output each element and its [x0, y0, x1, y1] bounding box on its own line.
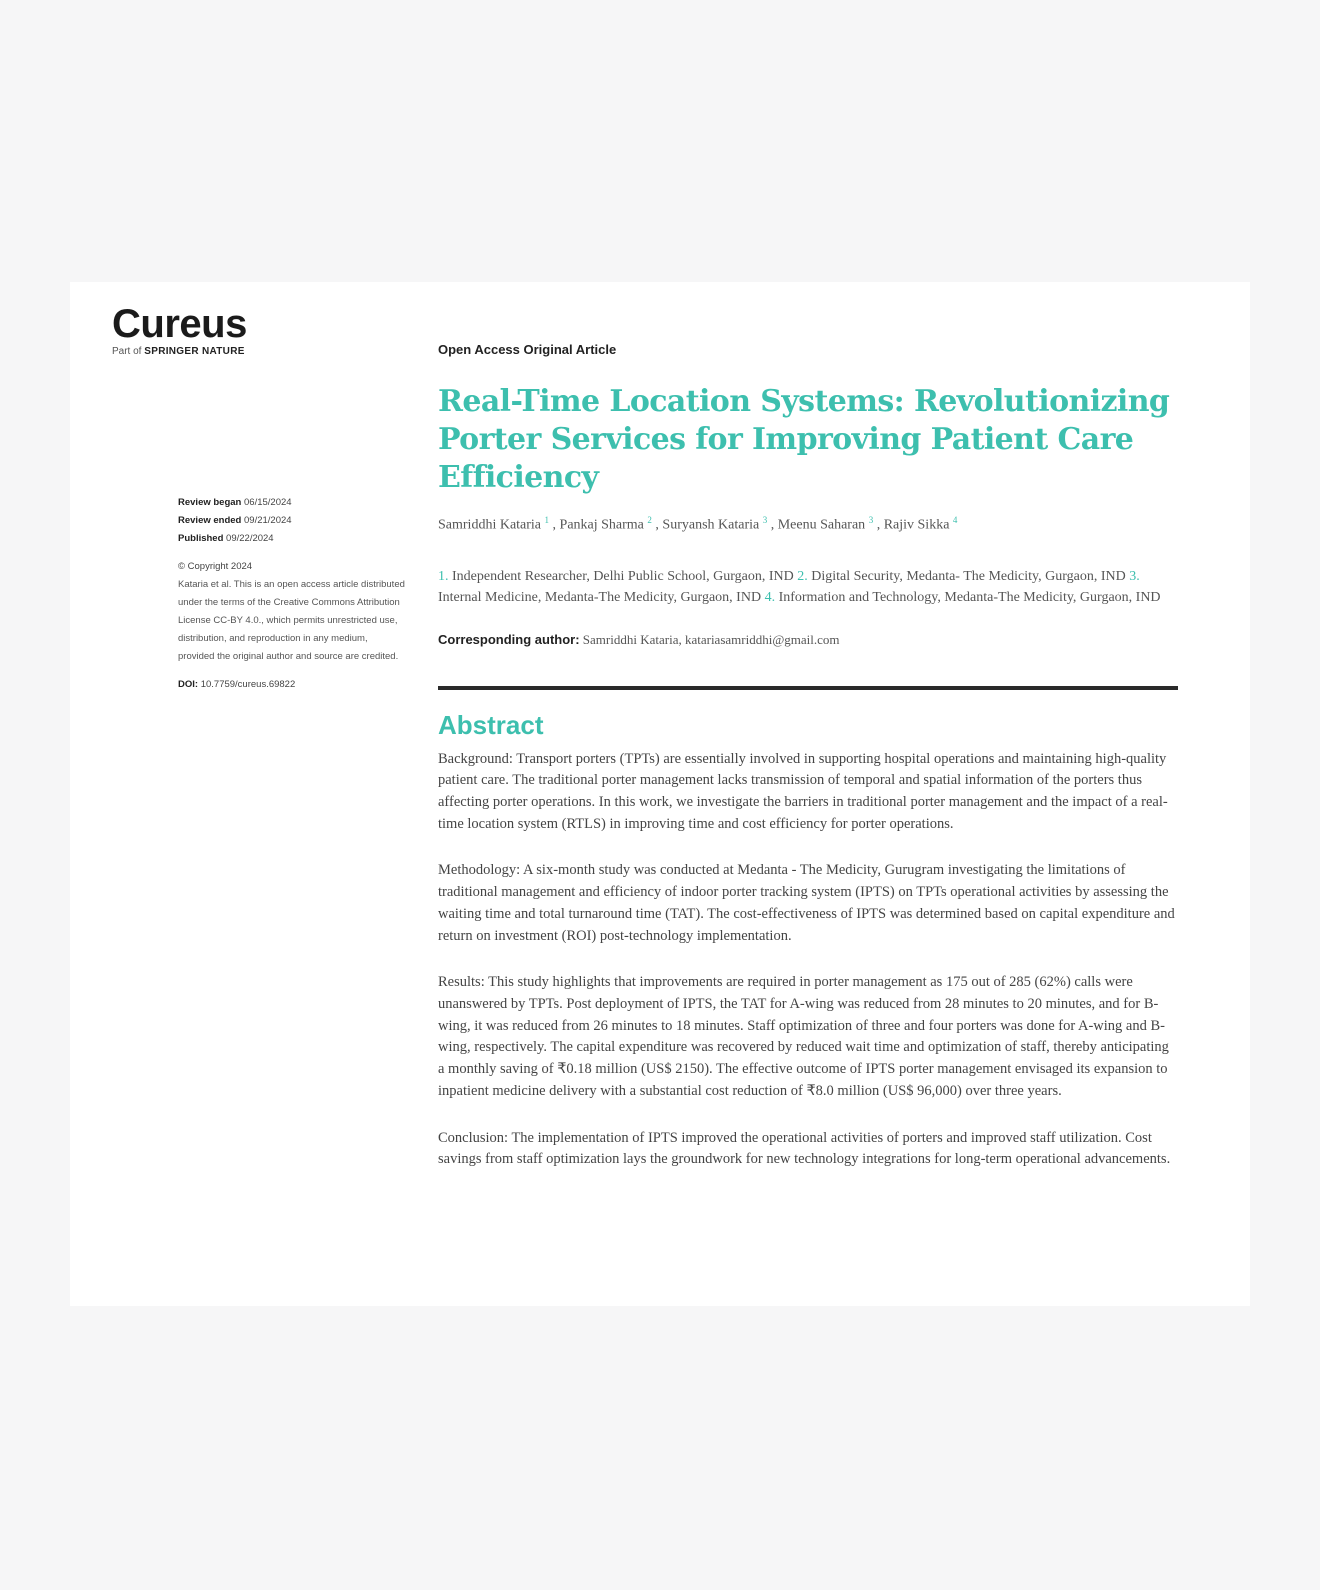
author-name[interactable]: Suryansh Kataria	[662, 517, 760, 533]
article-type: Open Access Original Article	[438, 342, 617, 357]
journal-name: Cureus	[112, 302, 247, 346]
part-of-text: Part of	[112, 346, 142, 357]
affiliations	[438, 566, 1178, 608]
author-name[interactable]: Rajiv Sikka	[883, 517, 950, 533]
author-affiliation-number: 3	[762, 515, 768, 525]
author-affiliation-number: 4	[952, 515, 958, 525]
article-page	[70, 282, 1250, 1306]
affiliation-number: 3.	[1129, 568, 1140, 584]
author-name[interactable]: Meenu Saharan	[777, 517, 866, 533]
affiliation-text: Internal Medicine, Medanta-The Medicity, Gurgaon, IND	[438, 589, 762, 605]
abstract-heading: Abstract	[438, 709, 544, 740]
review-ended-label: Review ended	[178, 515, 242, 526]
author-name[interactable]: Samriddhi Kataria	[438, 517, 542, 533]
corresponding-author	[438, 632, 1178, 648]
corresponding-author-contact[interactable]: Samriddhi Kataria, katariasamriddhi@gmail.com	[582, 631, 840, 647]
article-metadata-sidebar	[178, 494, 406, 694]
review-ended-date: 09/21/2024	[244, 515, 292, 526]
affiliation-number: 4.	[764, 589, 776, 605]
author-affiliation-number: 1	[544, 515, 550, 525]
review-ended-row	[178, 512, 406, 530]
published-date: 09/22/2024	[226, 533, 274, 544]
affiliation-text: Independent Researcher, Delhi Public School, Gurgaon, IND	[452, 568, 794, 584]
author-list: Samriddhi Kataria $^1$ , Pankaj Sharma $^2$ , Suryansh Kataria $^3$ , Meenu Saharan $^3$ , Rajiv Sikka $^4$	[438, 515, 958, 533]
license-text: Kataria et al. This is an open access article distributed under the terms of the Creative Commons Attribution License CC-BY 4.0., which permits unrestricted use, distribution, and reproduction in any medium, provided the original author and source are credited.	[178, 579, 405, 662]
abstract-background: Background: Transport porters (TPTs) are essentially involved in supporting hospital operations and maintaining high-quality patient care. The traditional porter management lacks transmission of temporal and spatial information of the porters thus affecting porter operations. In this work, we investigate the barriers in traditional porter management and the impact of a real-time location system (RTLS) in improving time and cost efficiency for porter operations.	[438, 750, 1168, 832]
journal-logo[interactable]	[112, 302, 247, 358]
published-label: Published	[178, 533, 224, 544]
review-began-row	[178, 494, 406, 512]
abstract-conclusion: Conclusion: The implementation of IPTS improved the operational activities of porters and improved staff utilization. Cost savings from staff optimization lays the groundwork for new technology integrations for long-term operational advancements.	[438, 1129, 1171, 1168]
published-row	[178, 530, 406, 548]
doi-label: DOI:	[178, 679, 199, 690]
affiliation-text: Digital Security, Medanta- The Medicity, Gurgaon, IND	[811, 568, 1126, 584]
author-affiliation-number: 2	[647, 515, 652, 525]
publisher-name: SPRINGER NATURE	[144, 346, 245, 357]
author-name[interactable]: Pankaj Sharma	[559, 517, 644, 533]
abstract-methodology: Methodology: A six-month study was conducted at Medanta - The Medicity, Gurugram investigating the limitations of traditional management and efficiency of indoor porter tracking system (IPTS) on TPTs operational activities by assessing the waiting time and total turnaround time (TAT). The cost-effectiveness of IPTS was determined based on capital expenditure and return on investment (ROI) post-technology implementation.	[438, 862, 1175, 944]
review-began-label: Review began	[178, 497, 242, 508]
article-main	[438, 342, 1178, 1196]
copyright-notice: © Copyright 2024	[178, 561, 253, 572]
publisher-line	[112, 346, 247, 358]
article-title: Real-Time Location Systems: Revolutionizing Porter Services for Improving Patient Care Efficiency	[438, 384, 1170, 495]
corresponding-author-label: Corresponding author:	[438, 631, 580, 647]
affiliation-number: 2.	[797, 568, 808, 584]
doi-row	[178, 676, 406, 694]
affiliation-number: 1.	[438, 568, 449, 584]
section-divider	[438, 686, 1178, 690]
doi-link[interactable]: 10.7759/cureus.69822	[200, 679, 296, 690]
author-affiliation-number: 3	[868, 515, 874, 525]
affiliation-text: Information and Technology, Medanta-The Medicity, Gurgaon, IND	[778, 589, 1161, 605]
review-began-date: 06/15/2024	[244, 497, 292, 508]
abstract-results: Results: This study highlights that improvements are required in porter management as 175 out of 285 (62%) calls were unanswered by TPTs. Post deployment of IPTS, the TAT for A-wing was reduced from 28 minutes to 20 minutes, and for B-wing, it was reduced from 26 minutes to 18 minutes. Staff optimization of three and four porters was done for A-wing and B-wing, respectively. The capital expenditure was recovered by reduced wait time and optimization of staff, thereby anticipating a monthly saving of ₹0.18 million (US$ 2150). The effective outcome of IPTS porter management envisaged its expansion to inpatient medicine delivery with a substantial cost reduction of ₹8.0 million (US$ 96,000) over three years.	[438, 974, 1169, 1099]
